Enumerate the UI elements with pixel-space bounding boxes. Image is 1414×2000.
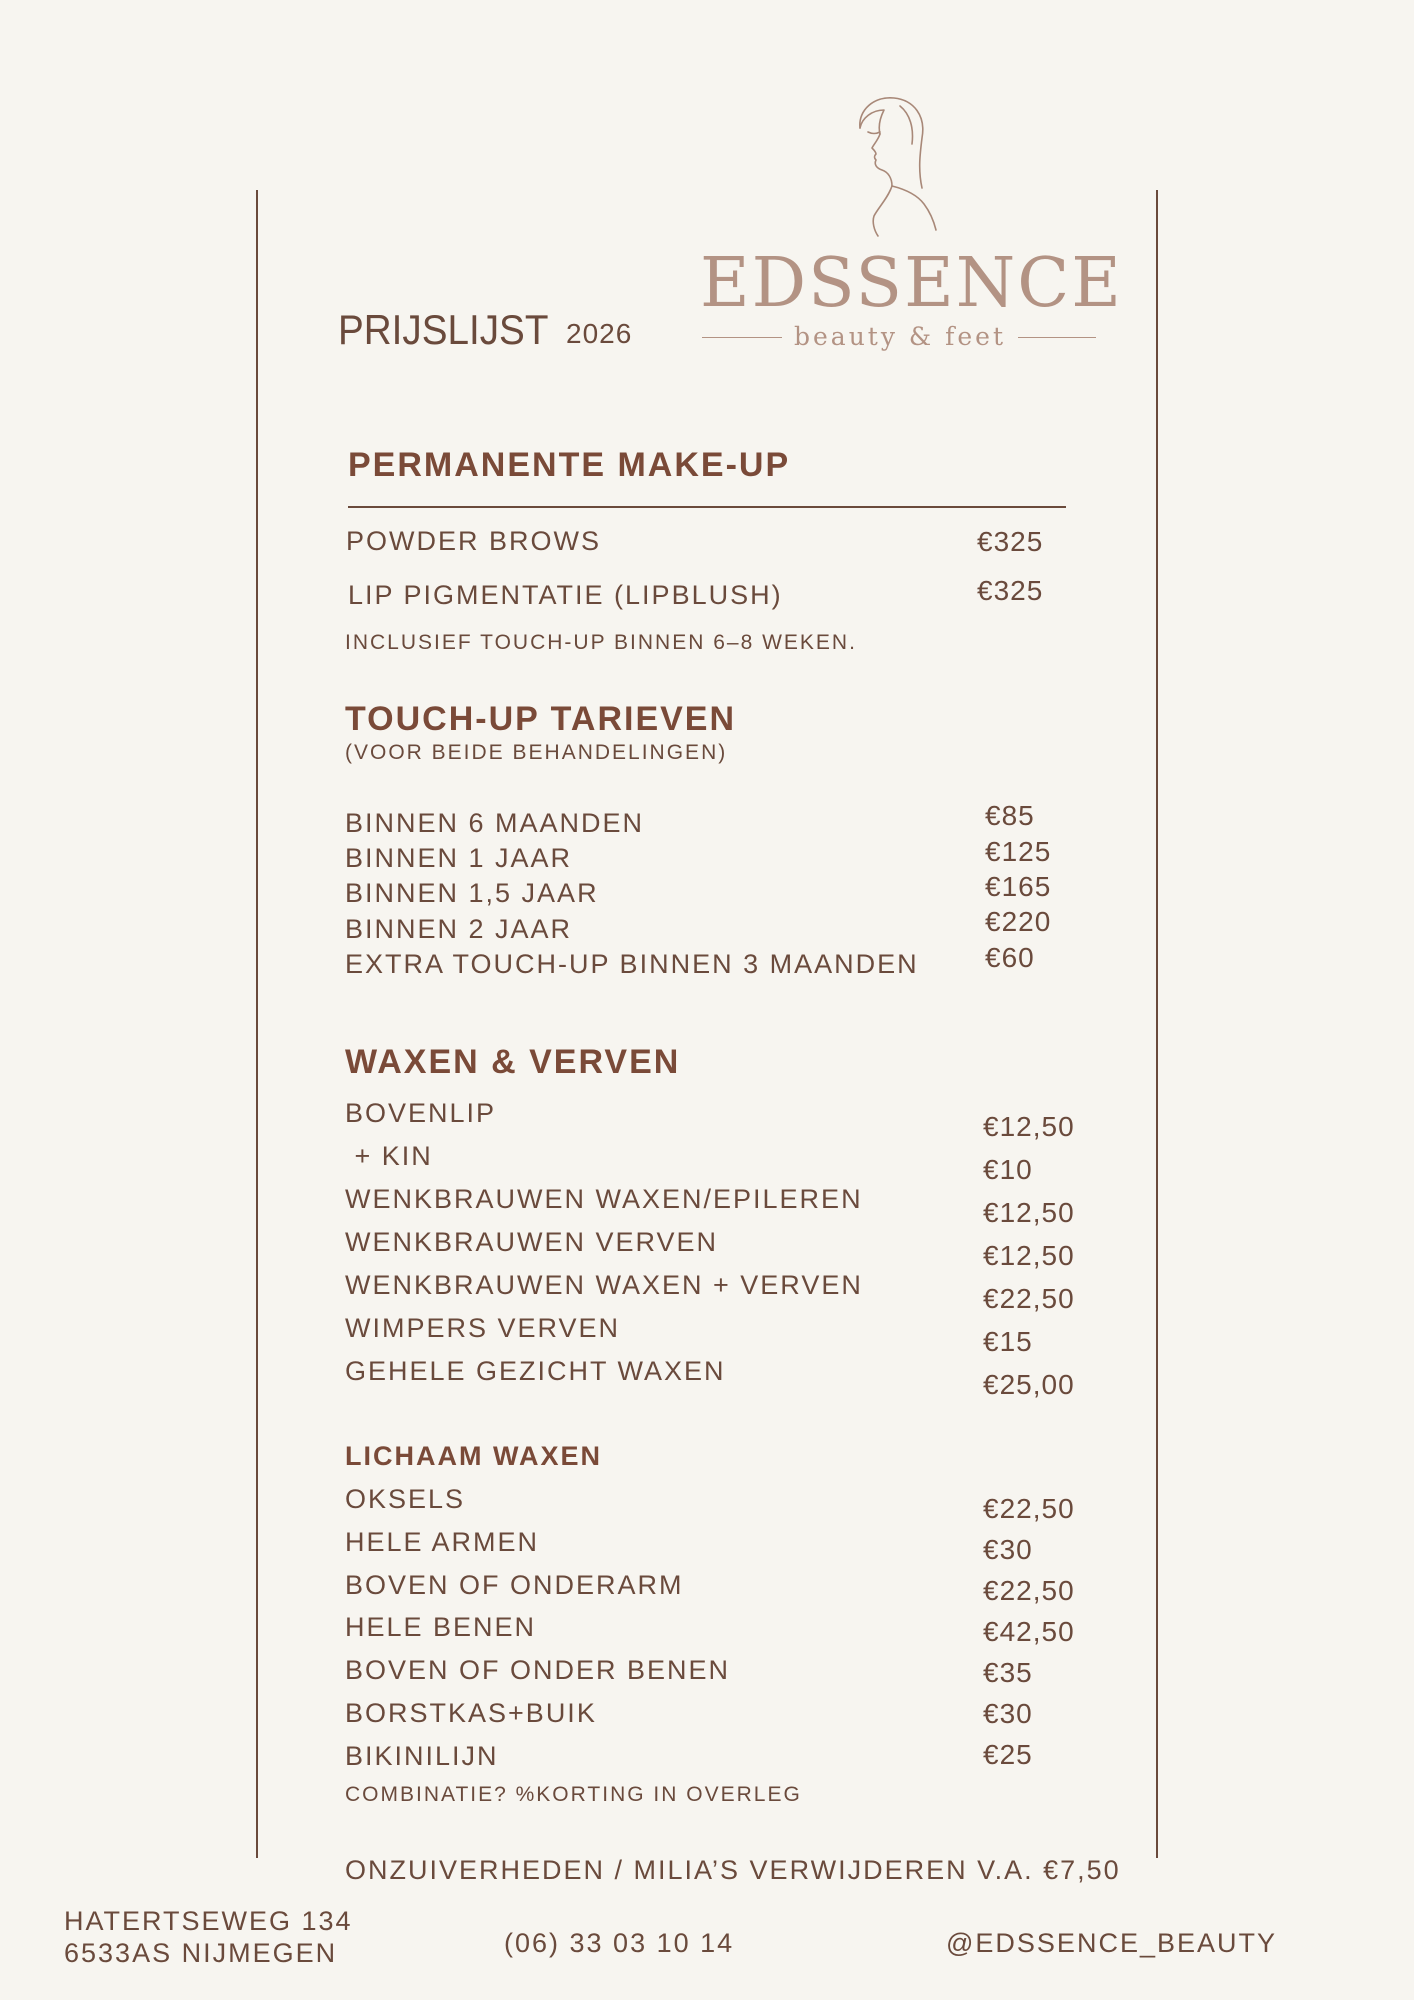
list-item-price: €15 <box>983 1326 1033 1357</box>
list-item-label: LIP PIGMENTATIE (LIPBLUSH) <box>348 580 783 610</box>
section-divider <box>348 506 1066 508</box>
page-title: PRIJSLIJST <box>338 306 549 353</box>
list-item-price: €22,50 <box>983 1575 1075 1606</box>
list-item-label: OKSELS <box>345 1484 466 1514</box>
list-item-price: €10 <box>983 1154 1033 1185</box>
section-note: COMBINATIE? %KORTING IN OVERLEG <box>345 1783 802 1806</box>
list-item-label: + KIN <box>345 1141 433 1171</box>
list-item-price: €42,50 <box>983 1616 1075 1647</box>
list-item-label: BINNEN 6 MAANDEN <box>345 808 645 838</box>
brand-tagline: beauty & feet <box>793 322 1006 351</box>
list-item-price: €25 <box>983 1739 1033 1770</box>
list-item-label: BINNEN 2 JAAR <box>345 914 573 944</box>
section-note: INCLUSIEF TOUCH-UP BINNEN 6–8 WEKEN. <box>345 631 857 654</box>
list-item-price: €12,50 <box>983 1197 1075 1228</box>
list-item-price: €325 <box>977 526 1044 557</box>
list-item-label: WENKBRAUWEN WAXEN/EPILEREN <box>345 1184 863 1214</box>
list-item-label: BINNEN 1,5 JAAR <box>345 878 599 908</box>
list-item-label: BIKINILIJN <box>345 1741 499 1771</box>
section-heading-waxen: WAXEN & VERVEN <box>345 1043 681 1081</box>
list-item-price: €165 <box>985 871 1052 902</box>
list-item-price: €85 <box>985 800 1035 831</box>
list-item-label: POWDER BROWS <box>346 526 602 556</box>
list-item-label: WENKBRAUWEN VERVEN <box>345 1227 719 1257</box>
right-border-line <box>1156 190 1158 1858</box>
list-item-label: HELE BENEN <box>345 1612 537 1642</box>
instagram-handle: @EDSSENCE_BEAUTY <box>946 1928 1277 1958</box>
address-line-2: 6533AS NIJMEGEN <box>64 1938 338 1968</box>
list-item-price: €22,50 <box>983 1493 1075 1524</box>
list-item-price: €22,50 <box>983 1283 1075 1314</box>
section-subheading: (VOOR BEIDE BEHANDELINGEN) <box>345 741 728 764</box>
list-item-price: €12,50 <box>983 1240 1075 1271</box>
list-item-price: €220 <box>985 906 1052 937</box>
phone-number: (06) 33 03 10 14 <box>504 1928 735 1958</box>
address-line-1: HATERTSEWEG 134 <box>64 1906 353 1936</box>
list-item-label: BOVEN OF ONDERARM <box>345 1570 684 1600</box>
section-heading-pmu: PERMANENTE MAKE-UP <box>348 446 791 484</box>
list-item-label: BINNEN 1 JAAR <box>345 843 573 873</box>
tagline-rule-right <box>1018 337 1096 338</box>
list-item-label: BOVENLIP <box>345 1098 497 1128</box>
list-item-price: €25,00 <box>983 1369 1075 1400</box>
list-item-price: €125 <box>985 836 1052 867</box>
list-item-price: €30 <box>983 1534 1033 1565</box>
list-item-label: BOVEN OF ONDER BENEN <box>345 1655 731 1685</box>
list-item-price: €30 <box>983 1698 1033 1729</box>
brand-name: EDSSENCE <box>700 244 1123 323</box>
list-item-label: WIMPERS VERVEN <box>345 1313 621 1343</box>
list-item-price: €60 <box>985 942 1035 973</box>
list-item-label: WENKBRAUWEN WAXEN + VERVEN <box>345 1270 863 1300</box>
list-item-label: HELE ARMEN <box>345 1527 540 1557</box>
list-item-label: GEHELE GEZICHT WAXEN <box>345 1356 726 1386</box>
extra-service-line: ONZUIVERHEDEN / MILIA’S VERWIJDEREN V.A. €7,50 <box>345 1855 1121 1885</box>
section-heading-lichaam: LICHAAM WAXEN <box>345 1441 602 1471</box>
list-item-price: €12,50 <box>983 1111 1075 1142</box>
list-item-label: BORSTKAS+BUIK <box>345 1698 597 1728</box>
list-item-label: EXTRA TOUCH-UP BINNEN 3 MAANDEN <box>345 949 919 979</box>
section-heading-touchup: TOUCH-UP TARIEVEN <box>345 700 737 738</box>
list-item-price: €35 <box>983 1657 1033 1688</box>
page-year: 2026 <box>566 318 633 349</box>
woman-face-logo-icon <box>838 92 958 242</box>
list-item-price: €325 <box>977 575 1044 606</box>
left-border-line <box>256 190 258 1858</box>
